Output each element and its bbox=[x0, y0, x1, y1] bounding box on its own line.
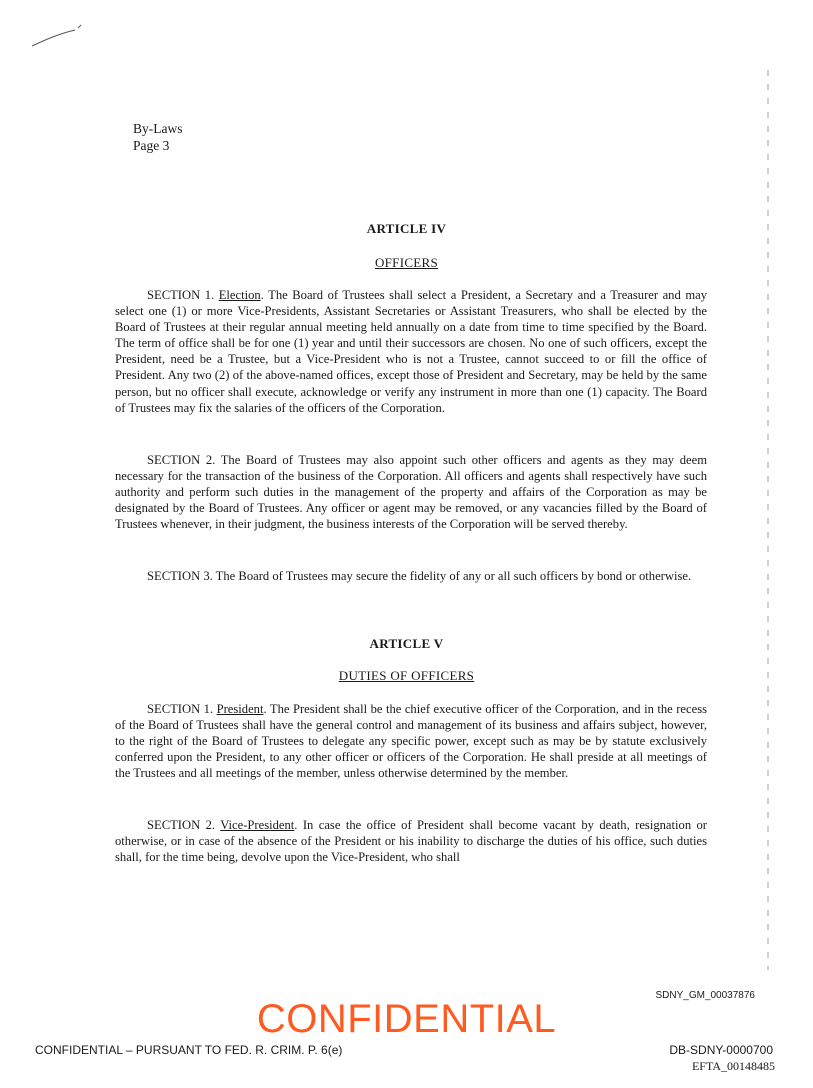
section-prefix: SECTION 1. bbox=[147, 288, 219, 302]
confidential-stamp: CONFIDENTIAL bbox=[256, 997, 557, 1041]
scan-edge-artifact bbox=[767, 70, 769, 970]
scan-artifact bbox=[30, 22, 90, 50]
header-page-number: Page 3 bbox=[133, 138, 170, 153]
article-iv-section-2: SECTION 2. The Board of Trustees may also appoint such other officers and agents as they may deem necessary for the transaction of the business of the Corporation. All officers and agents shall respectively have such authority and perform such duties in the management of the property and affairs of the Corporation as may be designated by the Board of Trustees. Any officer or agent may be removed, or any vacancies filled by the Board of Trustees whenever, in their judgment, the business interests of the Corporation will be served thereby. bbox=[115, 453, 707, 532]
section-heading: President bbox=[216, 702, 264, 716]
article-v-subtitle: DUTIES OF OFFICERS bbox=[338, 668, 475, 683]
article-iv-title: ARTICLE IV bbox=[366, 221, 447, 236]
bates-number-right: DB-SDNY-0000700 bbox=[669, 1043, 773, 1057]
section-prefix: SECTION 1. bbox=[147, 702, 217, 716]
article-v-title: ARTICLE V bbox=[369, 636, 444, 651]
confidentiality-notice: CONFIDENTIAL – PURSUANT TO FED. R. CRIM. P. 6(e) bbox=[35, 1043, 343, 1057]
article-iv-subtitle: OFFICERS bbox=[374, 255, 439, 270]
article-v-section-1 bbox=[115, 701, 707, 781]
bates-number-top: SDNY_GM_00037876 bbox=[655, 990, 755, 1001]
section-body: . In case the office of President shall become vacant by death, resignation or otherwise, or in case of the absence of the President or his inability to discharge the duties of his office, such duties shall, for the time being, devolve upon the Vice-President, who shall bbox=[115, 818, 708, 865]
article-iv-section-1 bbox=[115, 287, 707, 416]
article-v-section-2 bbox=[115, 817, 707, 865]
article-iv-section-3: SECTION 3. The Board of Trustees may secure the fidelity of any or all such officers by bond or otherwise. bbox=[147, 569, 692, 583]
section-heading: Vice-President bbox=[220, 818, 295, 832]
efta-number: EFTA_00148485 bbox=[691, 1059, 775, 1073]
header-title: By-Laws bbox=[133, 121, 183, 136]
section-body: . The Board of Trustees shall select a President, a Secretary and a Treasurer and may select one (1) or more Vice-Presidents, Assistant Secretaries or Assistant Treasurers, who shall be elected by the Board of Trustees at their regular annual meeting held annually on a date from time to time specified by the Board. The term of office shall be for one (1) year and until their successors are chosen. No one of such officers, except the President, need be a Trustee, but a Vice-President who is not a Trustee, cannot succeed to or fill the office of President. Any two (2) of the above-named offices, except those of President and Secretary, may be held by the same person, but no officer shall execute, acknowledge or verify any instrument in more than one (1) capacity. The Board of Trustees may fix the salaries of the officers of the Corporation. bbox=[115, 288, 707, 415]
section-prefix: SECTION 2. bbox=[147, 818, 221, 832]
section-heading: Election bbox=[218, 288, 261, 302]
section-body: . The President shall be the chief executive officer of the Corporation, and in the recess of the Board of Trustees shall have the general control and management of its business and affairs subject, however, to the right of the Board of Trustees to delegate any specific power, except such as may be by statute exclusively conferred upon the President, to any other officer or officers of the Corporation. He shall preside at all meetings of the Trustees and all meetings of the member, unless otherwise determined by the member. bbox=[115, 702, 707, 781]
